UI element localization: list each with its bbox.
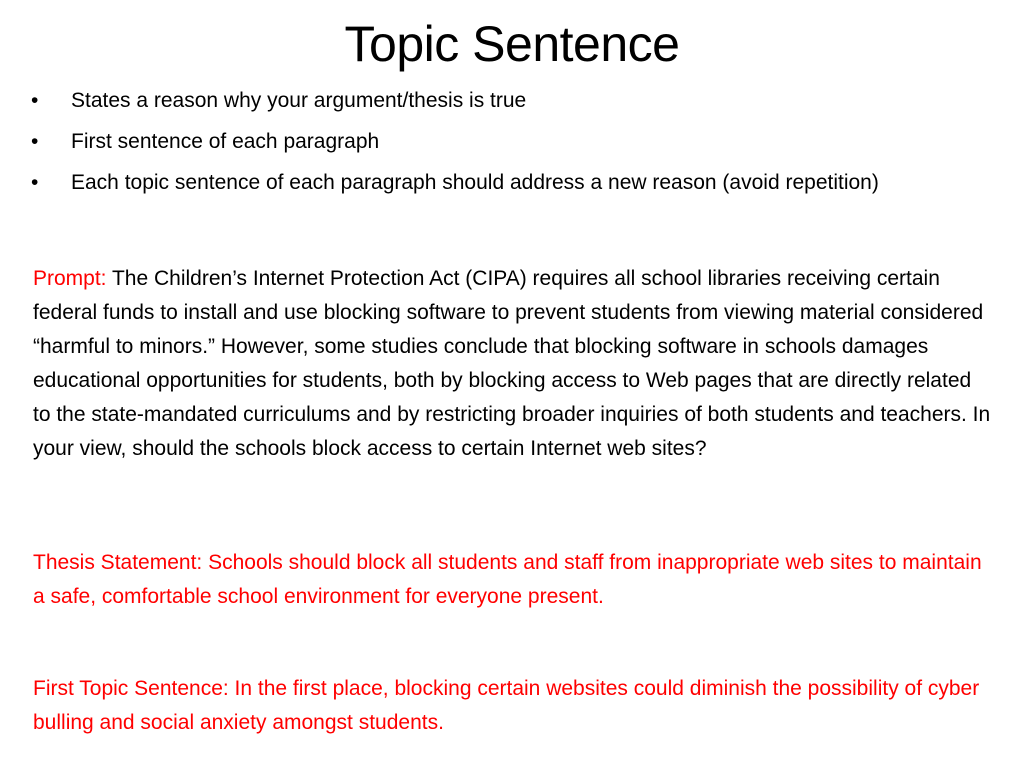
bullet-text: First sentence of each paragraph xyxy=(71,130,380,153)
prompt-text: The Children’s Internet Protection Act (CIPA) requires all school libraries receiving certain federal funds to install and use blocking software to prevent students from viewing material considered “harmful to minors.” However, some studies conclude that blocking software in schools damages educational opportunities for students, both by blocking access to Web pages that are directly related to the state-mandated curriculums and by restricting broader inquiries of both students and teachers. In your view, should the schools block access to certain Internet web sites? xyxy=(33,267,991,460)
bullet-text: Each topic sentence of each paragraph should address a new reason (avoid repetition) xyxy=(71,171,879,194)
first-topic-sentence: First Topic Sentence: In the first place, blocking certain websites could diminish the possibility of cyber bulling and social anxiety amongst students. xyxy=(33,677,980,734)
slide-title: Topic Sentence xyxy=(344,16,680,72)
prompt-paragraph xyxy=(33,262,993,466)
bullet-marker: • xyxy=(31,171,39,194)
bullet-marker: • xyxy=(31,130,39,153)
prompt-label: Prompt: xyxy=(33,267,112,290)
bullet-item-new-reason xyxy=(28,166,988,199)
thesis-statement: Thesis Statement: Schools should block all students and staff from inappropriate web sites to maintain a safe, comfortable school environment for everyone present. xyxy=(33,551,982,608)
bullet-text: States a reason why your argument/thesis is true xyxy=(71,89,527,112)
bullet-item-first-sentence xyxy=(28,125,988,158)
bullet-marker: • xyxy=(31,89,39,112)
bullet-item-reason xyxy=(28,84,988,117)
bullet-list xyxy=(28,84,988,207)
